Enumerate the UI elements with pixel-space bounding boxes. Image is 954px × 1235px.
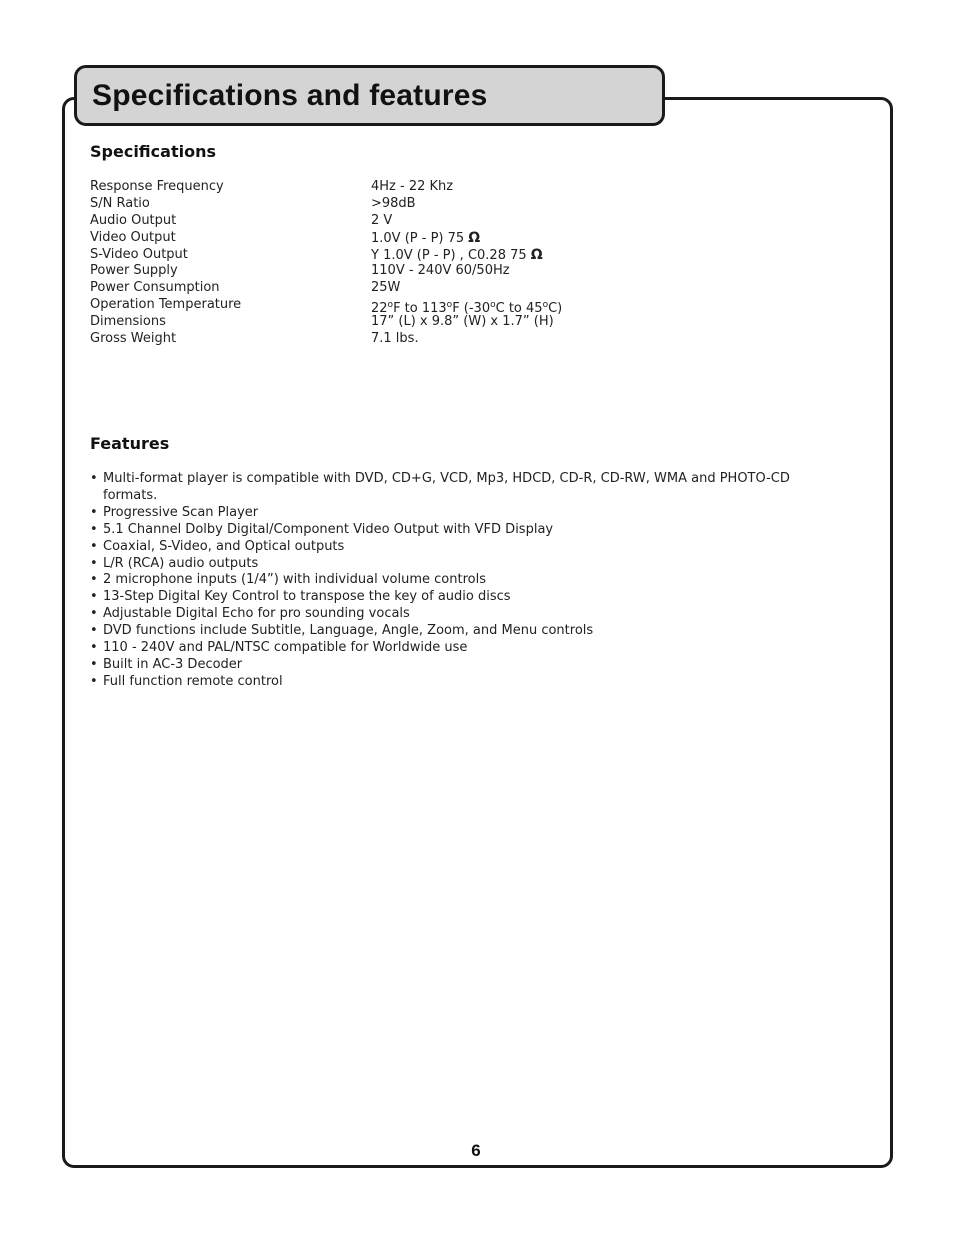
spec-label: Audio Output: [90, 212, 177, 228]
spec-label: Response Frequency: [90, 179, 224, 194]
spec-value: >98dB: [371, 195, 416, 211]
feature-item: [90, 556, 830, 573]
feature-text: Adjustable Digital Echo for pro sounding vocals: [103, 606, 410, 622]
spec-label: Operation Temperature: [90, 297, 242, 313]
bullet-icon: •: [90, 504, 98, 520]
temp-value-part: C to 45: [495, 301, 543, 317]
spec-value: 17” (L) x 9.8” (W) x 1.7” (H): [371, 314, 554, 330]
feature-item: [90, 623, 830, 640]
bullet-icon: •: [90, 521, 98, 537]
spec-label: Dimensions: [90, 314, 166, 330]
feature-text: 13-Step Digital Key Control to transpose the key of audio discs: [103, 589, 511, 605]
degree-symbol: o: [387, 300, 394, 311]
feature-item: [90, 657, 830, 674]
bullet-icon: •: [90, 656, 98, 672]
features-heading: Features: [90, 434, 170, 453]
spec-value: 2 V: [371, 212, 393, 228]
temp-value-part: C): [548, 301, 563, 317]
bullet-icon: •: [90, 538, 98, 554]
spec-value: [371, 230, 480, 248]
feature-text: Multi-format player is compatible with DVD, CD+G, VCD, Mp3, HDCD, CD-R, CD-RW, WMA and PHOTO-CD formats.: [103, 471, 790, 503]
bullet-icon: •: [90, 572, 98, 588]
spec-label: Power Consumption: [90, 280, 220, 296]
spec-value: 7.1 lbs.: [371, 331, 419, 347]
page-number: 6: [471, 1141, 481, 1160]
feature-text: Coaxial, S-Video, and Optical outputs: [103, 538, 345, 554]
spec-label: Video Output: [90, 229, 176, 245]
feature-text: Full function remote control: [103, 673, 283, 689]
feature-text: DVD functions include Subtitle, Language, Angle, Zoom, and Menu controls: [103, 623, 594, 639]
feature-text: 2 microphone inputs (1/4”) with individual volume controls: [103, 572, 486, 588]
feature-item: [90, 572, 830, 589]
feature-item: [90, 522, 830, 539]
spec-label: Gross Weight: [90, 331, 177, 347]
ohm-symbol: Ω: [530, 246, 543, 263]
temp-value-part: F to 113: [393, 301, 447, 317]
feature-item: [90, 640, 830, 657]
page-title: Specifications and features: [92, 79, 488, 112]
spec-value-text: Y 1.0V (P - P) , C0.28 75: [371, 247, 531, 263]
ohm-symbol: Ω: [468, 229, 481, 246]
feature-item: [90, 471, 830, 505]
temp-value-part: F (-30: [452, 301, 491, 317]
spec-value: [371, 247, 543, 265]
bullet-icon: •: [90, 623, 98, 639]
feature-text: L/R (RCA) audio outputs: [103, 555, 259, 571]
degree-symbol: o: [490, 300, 496, 311]
spec-value: 4Hz - 22 Khz: [371, 179, 454, 194]
degree-symbol: o: [542, 300, 549, 311]
feature-text: Progressive Scan Player: [103, 504, 259, 520]
spec-value: 25W: [371, 280, 401, 296]
degree-symbol: o: [446, 300, 453, 311]
spec-value-text: 1.0V (P - P) 75: [371, 230, 469, 246]
spec-label: S/N Ratio: [90, 195, 150, 211]
bullet-icon: •: [90, 606, 98, 622]
specifications-heading: Specifications: [90, 142, 216, 161]
bullet-icon: •: [90, 555, 98, 571]
feature-item: [90, 505, 830, 522]
temp-value-part: 22: [371, 301, 388, 317]
feature-item: [90, 589, 830, 606]
feature-text: 110 - 240V and PAL/NTSC compatible for Worldwide use: [103, 640, 468, 656]
feature-text: 5.1 Channel Dolby Digital/Component Video Output with VFD Display: [103, 521, 554, 537]
feature-item: [90, 539, 830, 556]
feature-item: [90, 606, 830, 623]
spec-label: Power Supply: [90, 263, 178, 279]
bullet-icon: •: [90, 673, 98, 689]
feature-text: Built in AC-3 Decoder: [103, 656, 243, 672]
bullet-icon: •: [90, 589, 98, 605]
spec-value: 110V - 240V 60/50Hz: [371, 263, 510, 279]
feature-item: [90, 674, 830, 691]
bullet-icon: •: [90, 471, 98, 486]
features-list: [90, 471, 830, 691]
title-tab: [74, 65, 665, 126]
spec-label: S-Video Output: [90, 246, 188, 262]
bullet-icon: •: [90, 640, 98, 656]
